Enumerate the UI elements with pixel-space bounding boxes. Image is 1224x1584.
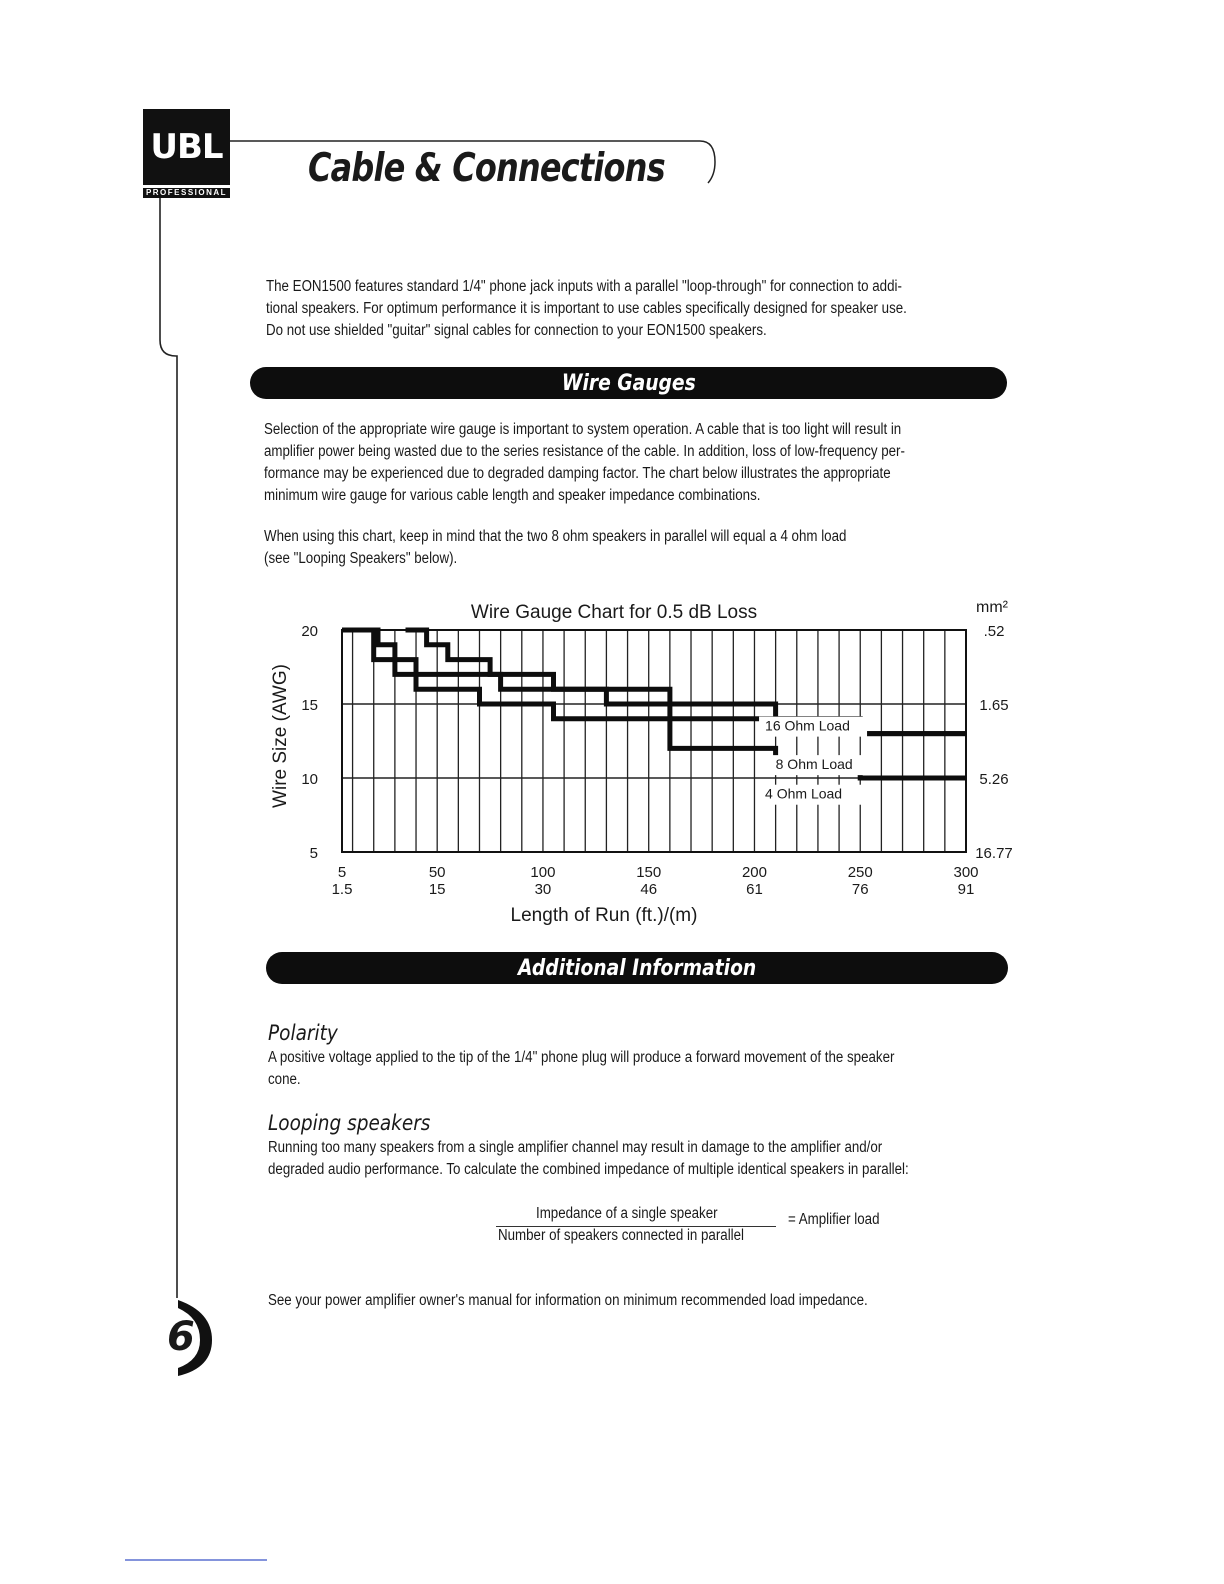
polarity-paragraph bbox=[268, 1047, 996, 1091]
polarity-heading: Polarity bbox=[268, 1021, 338, 1045]
additional-info-banner bbox=[266, 952, 1008, 984]
looping-paragraph bbox=[268, 1137, 1013, 1181]
wire-gauges-title: Wire Gauges bbox=[561, 370, 696, 396]
formula-denominator: Number of speakers connected in parallel bbox=[498, 1227, 745, 1244]
y-tick-label: 10 bbox=[301, 771, 318, 788]
chart-title: Wire Gauge Chart for 0.5 dB Loss bbox=[470, 602, 758, 623]
x-tick-label-ft: 300 bbox=[953, 864, 979, 881]
y2-tick-label: .52 bbox=[983, 623, 1005, 640]
y-axis-label: Wire Size (AWG) bbox=[270, 664, 291, 808]
plot-frame bbox=[342, 630, 966, 852]
x-tick-label-ft: 100 bbox=[530, 864, 556, 881]
series-label-16-ohm: 16 Ohm Load bbox=[765, 717, 850, 734]
x-tick-label-ft: 50 bbox=[428, 864, 446, 881]
wire-gauges-line: Selection of the appropriate wire gauge is important to system operation. A cable that is too light will result in bbox=[264, 421, 902, 438]
x-tick-label-ft: 150 bbox=[636, 864, 662, 881]
formula-result: = Amplifier load bbox=[788, 1211, 880, 1228]
x-axis-label: Length of Run (ft.)/(m) bbox=[510, 905, 698, 926]
wire-gauges-paragraph bbox=[264, 419, 1009, 507]
x-tick-label-ft: 200 bbox=[741, 864, 767, 881]
x-tick-label-m: 61 bbox=[746, 881, 763, 898]
x-tick-label-ft: 250 bbox=[847, 864, 873, 881]
looping-line: Running too many speakers from a single amplifier channel may result in damage to the amplifier and/or bbox=[268, 1139, 883, 1156]
wire-gauges-line: amplifier power being wasted due to the series resistance of the cable. In addition, loss of low-frequency per- bbox=[264, 443, 905, 460]
right-axis-unit: mm² bbox=[976, 599, 1008, 616]
y-tick-label: 5 bbox=[309, 845, 318, 862]
intro-line: tional speakers. For optimum performance it is important to use cables specifically designed for speaker use. bbox=[266, 300, 907, 317]
impedance-formula bbox=[496, 1203, 916, 1253]
page-number: 6 bbox=[167, 1314, 195, 1360]
x-tick-label-m: 91 bbox=[957, 881, 975, 898]
intro-paragraph bbox=[266, 276, 1011, 342]
formula-numerator: Impedance of a single speaker bbox=[536, 1205, 718, 1222]
y2-tick-label: 16.77 bbox=[975, 845, 1013, 862]
chart-note-paragraph bbox=[264, 526, 941, 570]
chart-note-line: When using this chart, keep in mind that the two 8 ohm speakers in parallel will equal a 4 ohm load bbox=[264, 528, 847, 545]
looping-line: degraded audio performance. To calculate the combined impedance of multiple identical speakers in parallel: bbox=[268, 1161, 909, 1178]
y2-tick-label: 5.26 bbox=[979, 771, 1009, 788]
y-tick-label: 20 bbox=[301, 623, 318, 640]
jbl-logo: UBL bbox=[143, 109, 230, 185]
x-tick-label-m: 15 bbox=[428, 881, 446, 898]
logo-subtitle: PROFESSIONAL bbox=[143, 188, 230, 198]
wire-gauges-line: minimum wire gauge for various cable length and speaker impedance combinations. bbox=[264, 487, 761, 504]
x-tick-label-m: 46 bbox=[640, 881, 658, 898]
series-label-4-ohm: 4 Ohm Load bbox=[765, 785, 843, 802]
y-tick-label: 15 bbox=[301, 697, 318, 714]
closing-paragraph: See your power amplifier owner's manual for information on minimum recommended load impedance. bbox=[268, 1292, 868, 1309]
additional-info-title: Additional Information bbox=[517, 955, 757, 981]
chart-note-line: (see "Looping Speakers" below). bbox=[264, 550, 458, 567]
polarity-line: A positive voltage applied to the tip of the 1/4" phone plug will produce a forward movement of the speaker bbox=[268, 1049, 895, 1066]
wire-gauges-banner bbox=[250, 367, 1007, 399]
polarity-line: cone. bbox=[268, 1071, 301, 1088]
page-title: Cable & Connections bbox=[308, 146, 665, 191]
x-tick-label-m: 30 bbox=[534, 881, 552, 898]
wire-gauges-line: formance may be experienced due to degraded damping factor. The chart below illustrates the appropriate bbox=[264, 465, 891, 482]
intro-line: The EON1500 features standard 1/4" phone jack inputs with a parallel "loop-through" for connection to addi- bbox=[266, 278, 902, 295]
x-tick-label-m: 76 bbox=[851, 881, 869, 898]
looping-heading: Looping speakers bbox=[268, 1111, 431, 1135]
series-label-8-ohm: 8 Ohm Load bbox=[775, 756, 853, 773]
x-tick-label-m: 1.5 bbox=[331, 881, 353, 898]
x-tick-label-ft: 5 bbox=[337, 864, 347, 881]
intro-line: Do not use shielded "guitar" signal cables for connection to your EON1500 speakers. bbox=[266, 322, 767, 339]
y2-tick-label: 1.65 bbox=[979, 697, 1009, 714]
wire-gauge-chart bbox=[250, 585, 1030, 935]
